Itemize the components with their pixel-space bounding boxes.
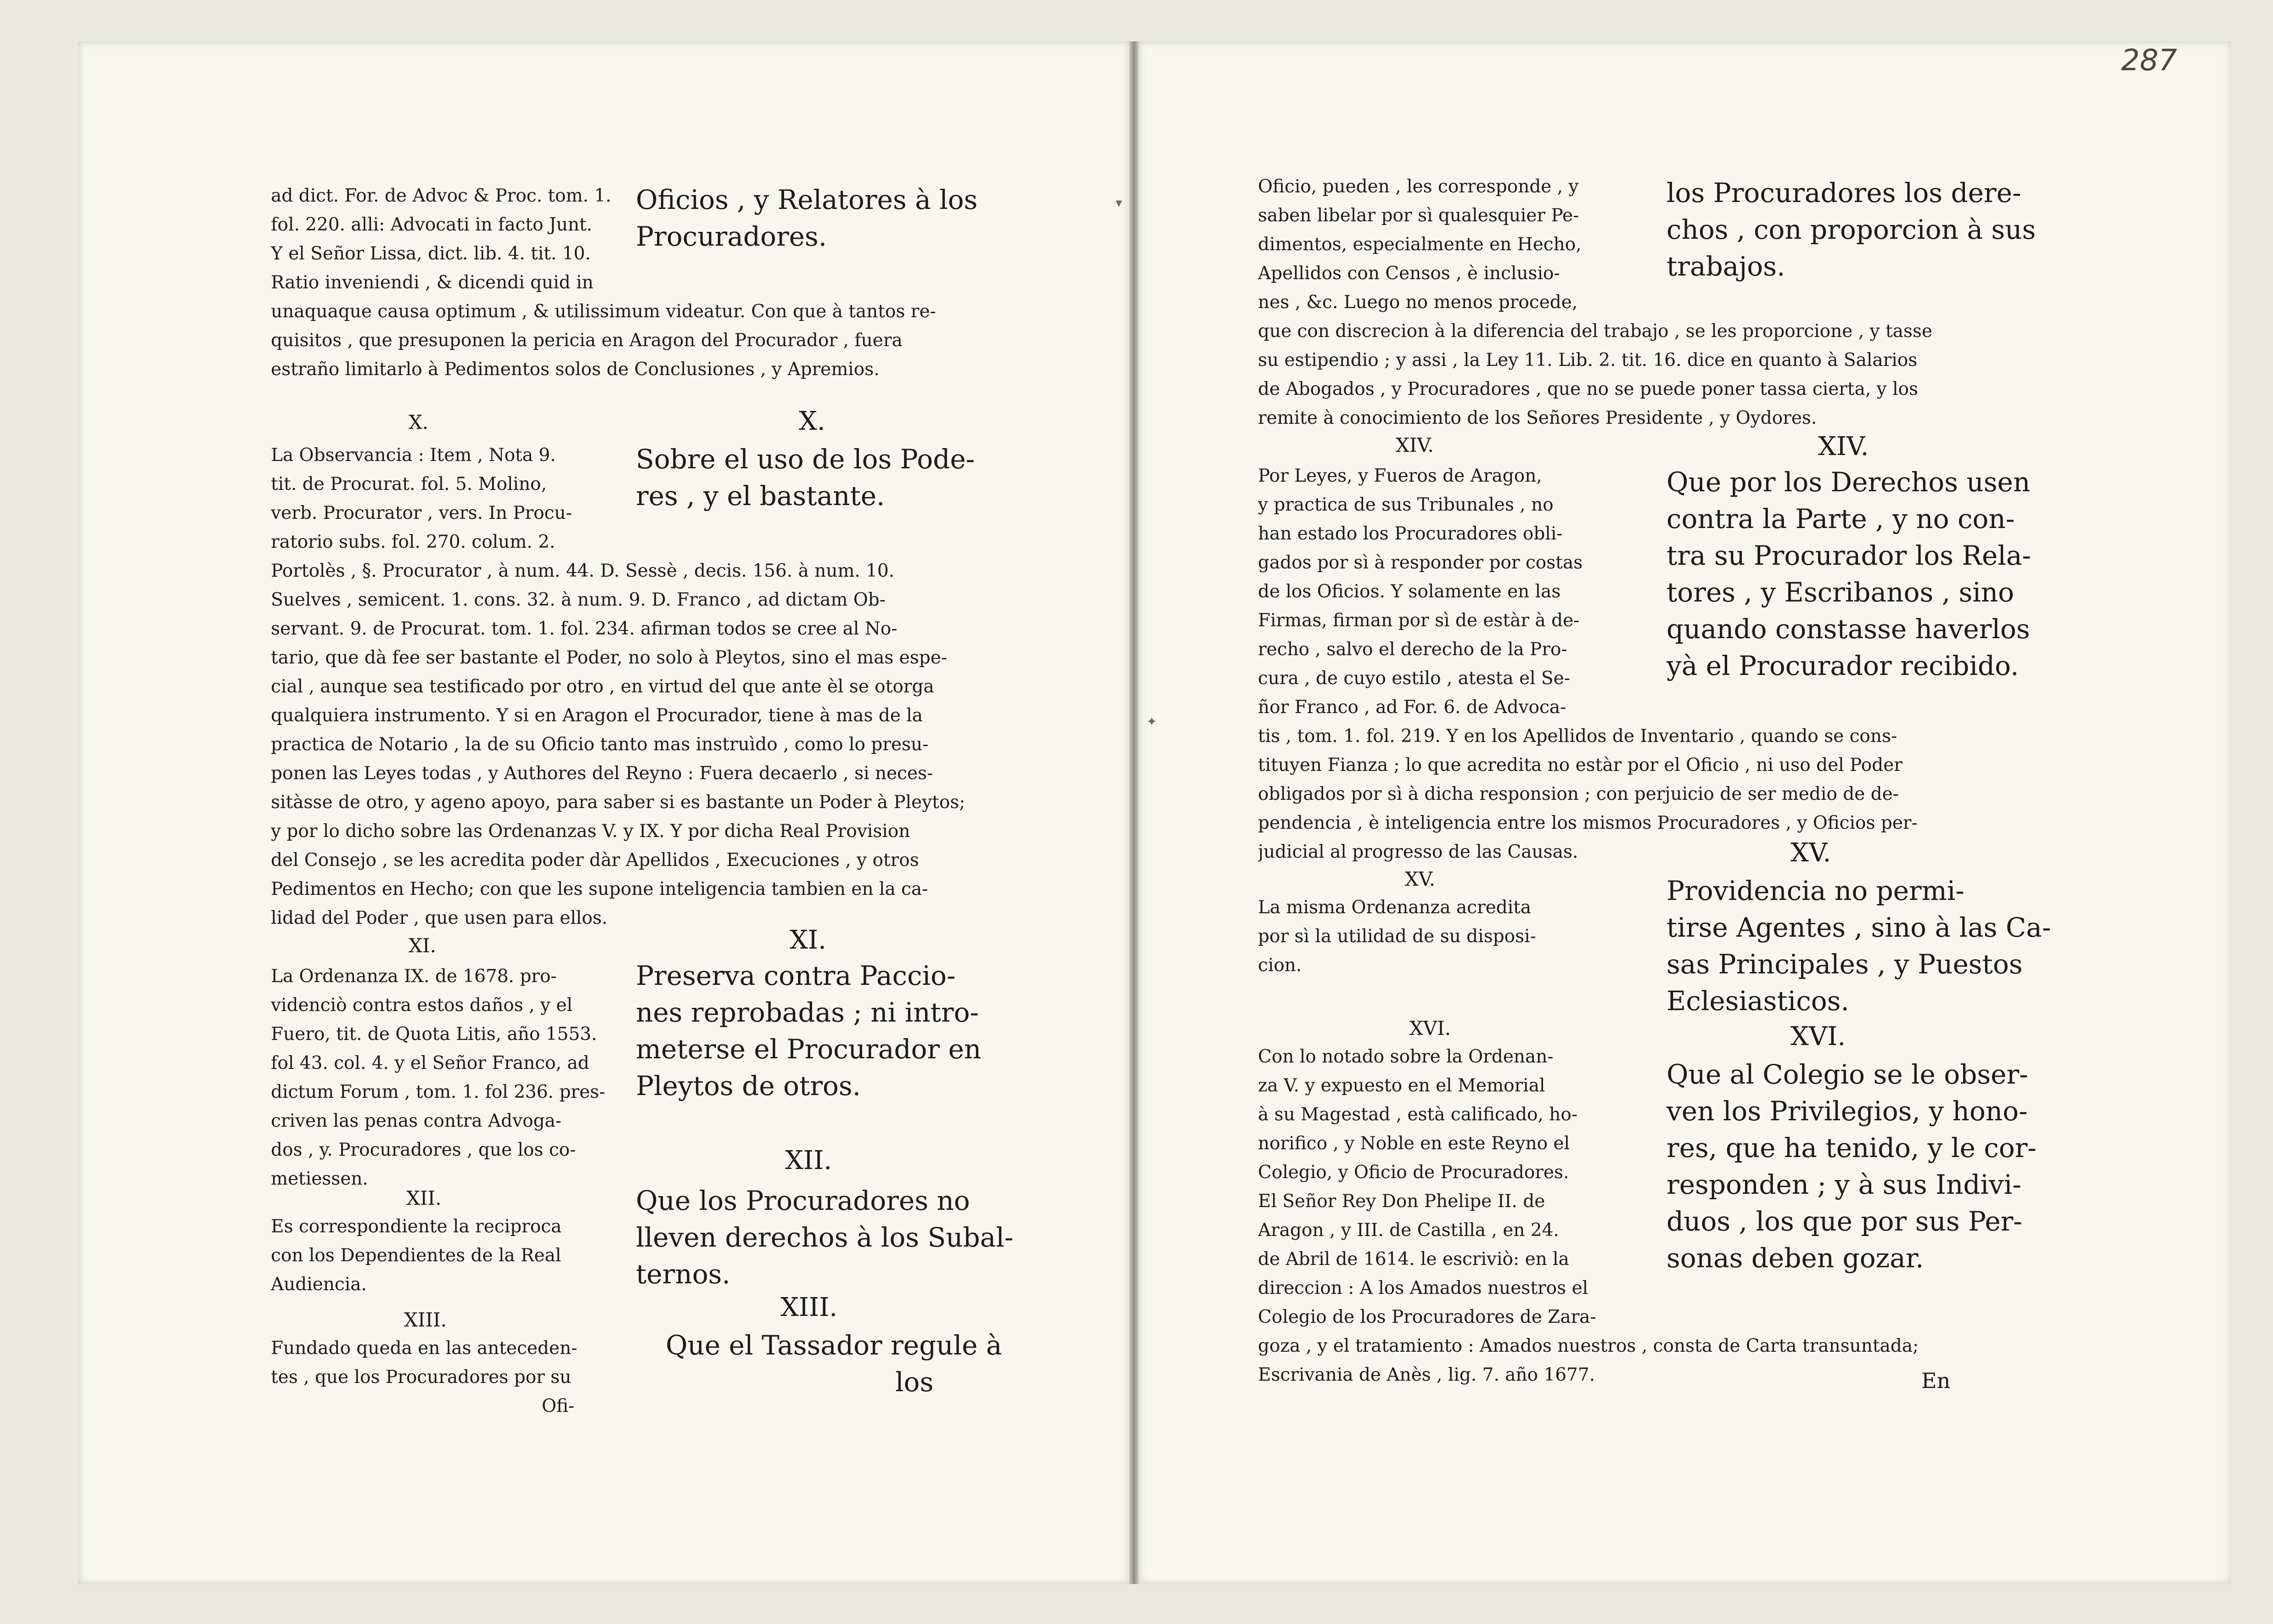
text-line: Firmas, firman por sì de estàr à de-	[1258, 610, 1580, 631]
text-line: Fuero, tit. de Quota Litis, año 1553.	[271, 1024, 597, 1045]
text-line: à su Magestad , està calificado, ho-	[1258, 1104, 1578, 1125]
text-line: sitàsse de otro, y ageno apoyo, para saber si es bastante un Poder à Pleytos;	[271, 792, 965, 813]
text-line: Escrivania de Anès , lig. 7. año 1677.	[1258, 1365, 1595, 1385]
text-line: Audiencia.	[271, 1274, 367, 1295]
text-line: Portolès , §. Procurator , à num. 44. D. Sessè , decis. 156. à num. 10.	[271, 561, 895, 581]
text-line: Ratio inveniendi , & dicendi quid in	[271, 272, 594, 293]
section-number-xi: XI.	[409, 934, 436, 957]
section-xiii-margin-heading	[666, 1327, 1002, 1400]
heading-line: Pleytos de otros.	[636, 1070, 861, 1101]
text-line: servant. 9. de Procurat. tom. 1. fol. 234. afirman todos se cree al No-	[271, 618, 898, 639]
text-line: judicial al progresso de las Causas.	[1258, 842, 1578, 862]
heading-line: responden ; y à sus Indivi-	[1667, 1169, 2021, 1200]
text-line: Con lo notado sobre la Ordenan-	[1258, 1046, 1554, 1067]
text-line: han estado los Procuradores obli-	[1258, 523, 1563, 544]
section-xi-margin-heading	[636, 957, 981, 1104]
text-line: que con discrecion à la diferencia del trabajo , se les proporcione , y tasse	[1258, 321, 1932, 342]
text-line: Colegio de los Procuradores de Zara-	[1258, 1307, 1596, 1327]
heading-line: yà el Procurador recibido.	[1667, 650, 2019, 681]
section-number-xiv: XIV.	[1396, 434, 1434, 456]
text-line: estraño limitarlo à Pedimentos solos de Conclusiones , y Apremios.	[271, 359, 880, 380]
section-xi-text	[271, 962, 620, 1193]
section-number-xiii: XIII.	[404, 1309, 447, 1331]
text-line: La Ordenanza IX. de 1678. pro-	[271, 966, 557, 987]
heading-line: Oficios , y Relatores à los	[636, 184, 978, 215]
margin-number-x: X.	[799, 406, 825, 436]
book-gutter	[1129, 41, 1139, 1584]
text-line: El Señor Rey Don Phelipe II. de	[1258, 1191, 1545, 1212]
heading-line: Sobre el uso de los Pode-	[636, 444, 975, 475]
text-line: fol 43. col. 4. y el Señor Franco, ad	[271, 1053, 589, 1073]
text-line: Es correspondiente la reciproca	[271, 1216, 562, 1237]
right-intro-margin-heading	[1667, 174, 2036, 285]
text-line: qualquiera instrumento. Y si en Aragon el Procurador, tiene à mas de la	[271, 705, 923, 726]
text-line: fol. 220. alli: Advocati in facto Junt.	[271, 214, 592, 235]
catchword: En	[1921, 1368, 1951, 1393]
stitch-mark-middle: ✦	[1146, 714, 1157, 729]
text-line: direccion : A los Amados nuestros el	[1258, 1278, 1588, 1298]
text-line: gados por sì à responder por costas	[1258, 552, 1583, 573]
text-line: za V. y expuesto en el Memorial	[1258, 1075, 1545, 1096]
text-line: del Consejo , se les acredita poder dàr Apellidos , Execuciones , y otros	[271, 850, 919, 871]
folio-number: 287	[2121, 44, 2178, 78]
text-line: tit. de Procurat. fol. 5. Molino,	[271, 474, 547, 495]
margin-number-xv: XV.	[1790, 838, 1831, 868]
text-line: Colegio, y Oficio de Procuradores.	[1258, 1162, 1569, 1183]
section-xv-margin-heading	[1667, 872, 2051, 1019]
text-line: videnciò contra estos daños , y el	[271, 995, 572, 1016]
text-line: quisitos , que presuponen la pericia en Aragon del Procurador , fuera	[271, 330, 903, 351]
margin-number-xiv: XIV.	[1818, 432, 1869, 461]
text-line: dimentos, especialmente en Hecho,	[1258, 234, 1582, 255]
heading-line: nes reprobadas ; ni intro-	[636, 997, 979, 1028]
stitch-mark-top: ▾	[1116, 195, 1122, 210]
left-intro-margin-heading	[636, 181, 977, 255]
heading-line: tirse Agentes , sino à las Ca-	[1667, 912, 2051, 943]
heading-line: chos , con proporcion à sus	[1667, 214, 2036, 245]
heading-line: ven los Privilegios, y hono-	[1667, 1096, 2028, 1127]
heading-line: los Procuradores los dere-	[1667, 177, 2021, 208]
text-line: metiessen.	[271, 1169, 368, 1189]
heading-line: Que los Procuradores no	[636, 1185, 970, 1216]
text-line: verb. Procurator , vers. In Procu-	[271, 503, 572, 523]
text-line: ponen las Leyes todas , y Authores del Reyno : Fuera decaerlo , si neces-	[271, 763, 933, 784]
text-line: cion.	[1258, 955, 1302, 976]
text-line: Fundado queda en las anteceden-	[271, 1338, 578, 1359]
section-x-margin-heading	[636, 441, 975, 517]
section-number-xvi: XVI.	[1409, 1017, 1451, 1040]
heading-line: Preserva contra Paccio-	[636, 960, 956, 991]
heading-line: res, que ha tenido, y le cor-	[1667, 1132, 2037, 1163]
heading-line: quando constasse haverlos	[1667, 613, 2030, 645]
margin-number-xiii: XIII.	[780, 1292, 838, 1322]
heading-line: trabajos.	[1667, 251, 1785, 282]
section-xii-text	[271, 1212, 620, 1299]
section-number-xii: XII.	[406, 1187, 442, 1209]
heading-line: Que al Colegio se le obser-	[1667, 1059, 2028, 1090]
text-line: ñor Franco , ad For. 6. de Advoca-	[1258, 697, 1566, 718]
text-line: remite à conocimiento de los Señores Presidente , y Oydores.	[1258, 408, 1817, 428]
heading-line: duos , los que por sus Per-	[1667, 1206, 2022, 1237]
text-line: La misma Ordenanza acredita	[1258, 897, 1532, 918]
text-line: Ofi-	[542, 1396, 575, 1416]
text-line: criven las penas contra Advoga-	[271, 1111, 561, 1131]
heading-line: Procuradores.	[636, 221, 827, 252]
section-number-x: X.	[409, 411, 429, 433]
text-line: tario, que dà fee ser bastante el Poder, no solo à Pleytos, sino el mas espe-	[271, 647, 947, 668]
margin-number-xvi: XVI.	[1790, 1022, 1846, 1051]
text-line: recho , salvo el derecho de la Pro-	[1258, 639, 1567, 660]
text-line: Por Leyes, y Fueros de Aragon,	[1258, 466, 1542, 486]
text-line: cial , aunque sea testificado por otro , en virtud del que ante èl se otorga	[271, 676, 934, 697]
section-xii-margin-heading	[636, 1182, 1013, 1292]
text-line: tituyen Fianza ; lo que acredita no estàr por el Oficio , ni uso del Poder	[1258, 755, 1903, 775]
heading-line: contra la Parte , y no con-	[1667, 503, 2015, 534]
text-line: Aragon , y III. de Castilla , en 24.	[1258, 1220, 1559, 1241]
heading-line: los	[895, 1366, 934, 1398]
text-line: lidad del Poder , que usen para ellos.	[271, 908, 608, 928]
text-line: practica de Notario , la de su Oficio tanto mas instruìdo , como lo presu-	[271, 734, 929, 755]
text-line: norifico , y Noble en este Reyno el	[1258, 1133, 1570, 1154]
heading-line: Providencia no permi-	[1667, 875, 1964, 906]
text-line: dictum Forum , tom. 1. fol 236. pres-	[271, 1082, 606, 1102]
heading-line: Que por los Derechos usen	[1667, 466, 2031, 498]
text-line: de los Oficios. Y solamente en las	[1258, 581, 1561, 602]
text-line: saben libelar por sì qualesquier Pe-	[1258, 205, 1579, 226]
heading-line: ternos.	[636, 1259, 730, 1290]
margin-number-xi: XI.	[790, 925, 826, 955]
text-line: Oficio, pueden , les corresponde , y	[1258, 176, 1579, 197]
text-line: de Abril de 1614. le escriviò: en la	[1258, 1249, 1569, 1270]
text-line: por sì la utilidad de su disposi-	[1258, 926, 1536, 947]
heading-line: Que el Tassador regule à	[666, 1330, 1002, 1361]
section-xv-text	[1258, 893, 1634, 980]
text-line: unaquaque causa optimum , & utilissimum videatur. Con que à tantos re-	[271, 301, 936, 322]
heading-line: Eclesiasticos.	[1667, 985, 1849, 1017]
text-line: Y el Señor Lissa, dict. lib. 4. tit. 10.	[271, 243, 591, 264]
text-line: La Observancia : Item , Nota 9.	[271, 445, 556, 466]
text-line: con los Dependientes de la Real	[271, 1245, 561, 1266]
text-line: de Abogados , y Procuradores , que no se puede poner tassa cierta, y los	[1258, 379, 1919, 399]
text-line: dos , y. Procuradores , que los co-	[271, 1140, 576, 1160]
heading-line: meterse el Procurador en	[636, 1034, 982, 1065]
text-line: cura , de cuyo estilo , atesta el Se-	[1258, 668, 1571, 689]
text-line: nes , &c. Luego no menos procede,	[1258, 292, 1578, 313]
text-line: Apellidos con Censos , è inclusio-	[1258, 263, 1560, 284]
text-line: y practica de sus Tribunales , no	[1258, 495, 1554, 515]
section-number-xv: XV.	[1405, 868, 1436, 890]
heading-line: tores , y Escribanos , sino	[1667, 577, 2015, 608]
heading-line: res , y el bastante.	[636, 480, 885, 511]
section-xvi-margin-heading	[1667, 1056, 2037, 1278]
text-line: tis , tom. 1. fol. 219. Y en los Apellidos de Inventario , quando se cons-	[1258, 726, 1897, 747]
section-xiv-margin-heading	[1667, 464, 2031, 686]
text-line: ad dict. For. de Advoc & Proc. tom. 1.	[271, 185, 612, 206]
heading-line: tra su Procurador los Rela-	[1667, 540, 2032, 571]
heading-line: sas Principales , y Puestos	[1667, 949, 2023, 980]
text-line: tes , que los Procuradores por su	[271, 1367, 572, 1388]
text-line: goza , y el tratamiento : Amados nuestros , consta de Carta transuntada;	[1258, 1336, 1919, 1356]
section-xiii-text	[271, 1334, 620, 1421]
heading-line: sonas deben gozar.	[1667, 1242, 1924, 1274]
text-line: obligados por sì à dicha responsion ; con perjuicio de ser medio de de-	[1258, 784, 1899, 804]
text-line: Suelves , semicent. 1. cons. 32. à num. 9. D. Franco , ad dictam Ob-	[271, 590, 886, 610]
margin-number-xii: XII.	[785, 1146, 832, 1175]
text-line: su estipendio ; y assi , la Ley 11. Lib. 2. tit. 16. dice en quanto à Salarios	[1258, 350, 1918, 371]
text-line: Pedimentos en Hecho; con que les supone inteligencia tambien en la ca-	[271, 879, 928, 899]
heading-line: lleven derechos à los Subal-	[636, 1222, 1014, 1253]
text-line: y por lo dicho sobre las Ordenanzas V. y IX. Y por dicha Real Provision	[271, 821, 910, 842]
text-line: pendencia , è inteligencia entre los mismos Procuradores , y Oficios per-	[1258, 813, 1918, 833]
text-line: ratorio subs. fol. 270. colum. 2.	[271, 532, 556, 552]
